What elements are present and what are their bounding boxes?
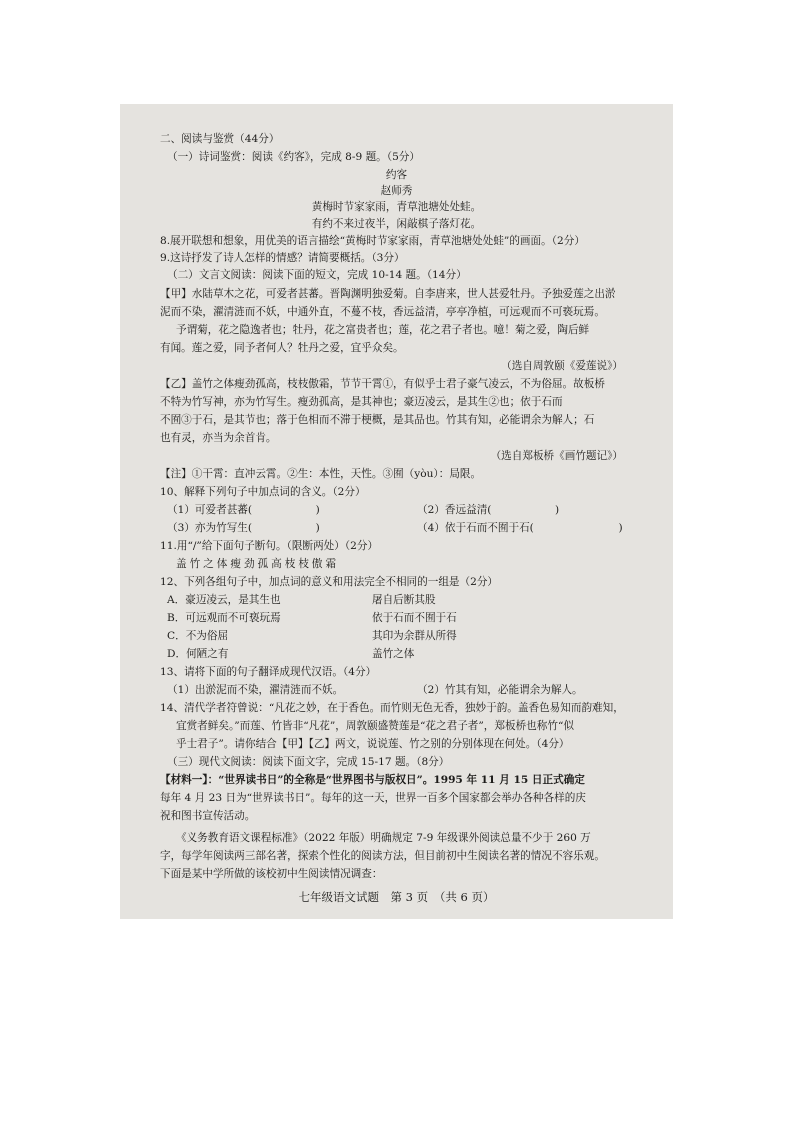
exam-page <box>120 104 673 919</box>
page-footer: 七年级语文试题 第 3 页 （共 6 页） <box>298 890 495 904</box>
question-13-2: （2）竹其有知，必能谓余为解人。 <box>417 684 583 696</box>
yi-text-line: 不特为竹写神，亦为竹写生。瘦劲孤高，是其神也；豪迈凌云，是其生②也；依于石而 <box>160 396 563 408</box>
question-12-option-c <box>167 629 651 643</box>
yi-text-line: 也有灵，亦当为余首肯。 <box>160 432 277 444</box>
question-13: 13、请将下面的句子翻译成现代汉语。（4分） <box>160 666 377 678</box>
question-10-1: （1）可爱者甚蕃( ) <box>167 504 320 516</box>
part1-heading: （一）诗词鉴赏：阅读《约客》，完成 8-9 题。（5分） <box>167 151 420 163</box>
annotation-note: 【注】①干霄：直冲云霄。②生：本性，天性。③囿（yòu）：局限。 <box>160 468 482 480</box>
option-c-left: C．不为俗屈 <box>167 630 229 642</box>
yi-text-line: 不囿③于石，是其节也；落于色相而不滞于梗概，是其品也。竹其有知，必能谓余为解人；石 <box>160 414 595 426</box>
part2-heading: （二）文言文阅读：阅读下面的短文，完成 10-14 题。（14分） <box>167 269 467 281</box>
jia-text-line: 【甲】水陆草木之花，可爱者甚蕃。晋陶渊明独爱菊。自李唐来，世人甚爱牡丹。予独爱莲之出淤 <box>160 288 616 300</box>
question-12: 12、下列各组句子中，加点词的意义和用法完全不相同的一组是（2分） <box>160 576 499 588</box>
question-13-row <box>167 683 651 697</box>
section-title: 二、阅读与鉴赏（44分） <box>160 133 280 145</box>
question-12-option-b <box>167 611 651 625</box>
question-14-line: 乎士君子”。请你结合【甲】【乙】两文，说说莲、竹之别的分别体现在何处。（4分） <box>176 738 570 750</box>
question-11-sentence: 盖竹之体瘦劲孤高枝枝傲霜 <box>176 558 340 570</box>
question-10-3: （3）亦为竹写生( ) <box>167 522 320 534</box>
question-11: 11.用“/”给下面句子断句。（限断两处）（2分） <box>160 540 379 552</box>
material-1-line: 【材料一】：“世界读书日”的全称是“世界图书与版权日”。1995 年 11 月 15 日正式确定 <box>160 774 585 786</box>
option-c-right: 其印为余群从所得 <box>372 630 457 642</box>
material-1-line: 字，每学年阅读两三部名著，探索个性化的阅读方法，但目前初中生阅读名著的情况不容乐观。 <box>160 850 605 862</box>
material-1-line: 下面是某中学所做的该校初中生阅读情况调查： <box>160 868 383 880</box>
question-10-row <box>167 503 651 517</box>
option-a-right: 屠自后断其股 <box>372 594 436 606</box>
poem-title: 约客 <box>385 169 408 181</box>
jia-source: （选自周敦颐《爱莲说》） <box>501 360 623 372</box>
question-10-2: （2）香远益清( ) <box>417 504 560 516</box>
option-d-left: D．何陋之有 <box>167 648 229 660</box>
material-1-line: 《义务教育语文课程标准》（2022 年版）明确规定 7-9 年级课外阅读总量不少于 260 万 <box>176 832 591 844</box>
question-14-line: 14、清代学者符曾说：“凡花之妙，在于香色。而竹则无色无香，独妙于韵。盖香色易知而韵难知， <box>160 702 624 714</box>
poem-line-1: 黄梅时节家家雨，青草池塘处处蛙。 <box>311 201 482 213</box>
part3-heading: （三）现代文阅读：阅读下面文字，完成 15-17 题。（8分） <box>167 756 450 768</box>
question-10-row <box>167 521 651 535</box>
question-8: 8.展开联想和想象，用优美的语言描绘“黄梅时节家家雨，青草池塘处处蛙”的画面。（2分） <box>160 235 585 247</box>
option-b-left: B．可远观而不可亵玩焉 <box>167 612 281 624</box>
yi-source: （选自郑板桥《画竹题记》） <box>490 450 623 462</box>
yi-text-line: 【乙】盖竹之体瘦劲孤高，枝枝傲霜，节节干霄①，有似乎士君子豪气凌云，不为俗屈。故板桥 <box>160 378 605 390</box>
question-10-4: （4）依于石而不囿于石( ) <box>417 522 623 534</box>
question-14-line: 宜赏者鲜矣。”而莲、竹皆非“凡花”，周敦颐盛赞莲是“花之君子者”，郑板桥也称竹“似 <box>176 720 574 732</box>
question-10: 10、解释下列句子中加点词的含义。（2分） <box>160 486 366 498</box>
poem-author: 赵师秀 <box>380 185 413 197</box>
option-a-left: A．豪迈凌云，是其生也 <box>167 594 281 606</box>
question-13-1: （1）出淤泥而不染，濯清涟而不妖。 <box>167 684 344 696</box>
material-1-line: 祝和图书宣传活动。 <box>160 810 256 822</box>
option-b-right: 依于石而不囿于石 <box>372 612 457 624</box>
jia-text-line: 有闻。莲之爱，同予者何人？牡丹之爱，宜乎众矣。 <box>160 342 404 354</box>
question-9: 9.这诗抒发了诗人怎样的情感？请简要概括。（3分） <box>160 252 405 264</box>
question-12-option-d <box>167 647 651 661</box>
material-1-line: 每年 4 月 23 日为“世界读书日”。每年的这一天，世界一百多个国家都会举办各种各样的庆 <box>160 792 586 804</box>
jia-text-line: 泥而不染，濯清涟而不妖，中通外直，不蔓不枝，香远益清，亭亭净植，可远观而不可亵玩焉。 <box>160 306 605 318</box>
jia-text-line: 予谓菊，花之隐逸者也；牡丹，花之富贵者也；莲，花之君子者也。噫！菊之爱，陶后鲜 <box>176 324 590 336</box>
question-12-option-a <box>167 593 651 607</box>
poem-line-2: 有约不来过夜半，闲敲棋子落灯花。 <box>311 218 482 230</box>
option-d-right: 盖竹之体 <box>372 648 415 660</box>
